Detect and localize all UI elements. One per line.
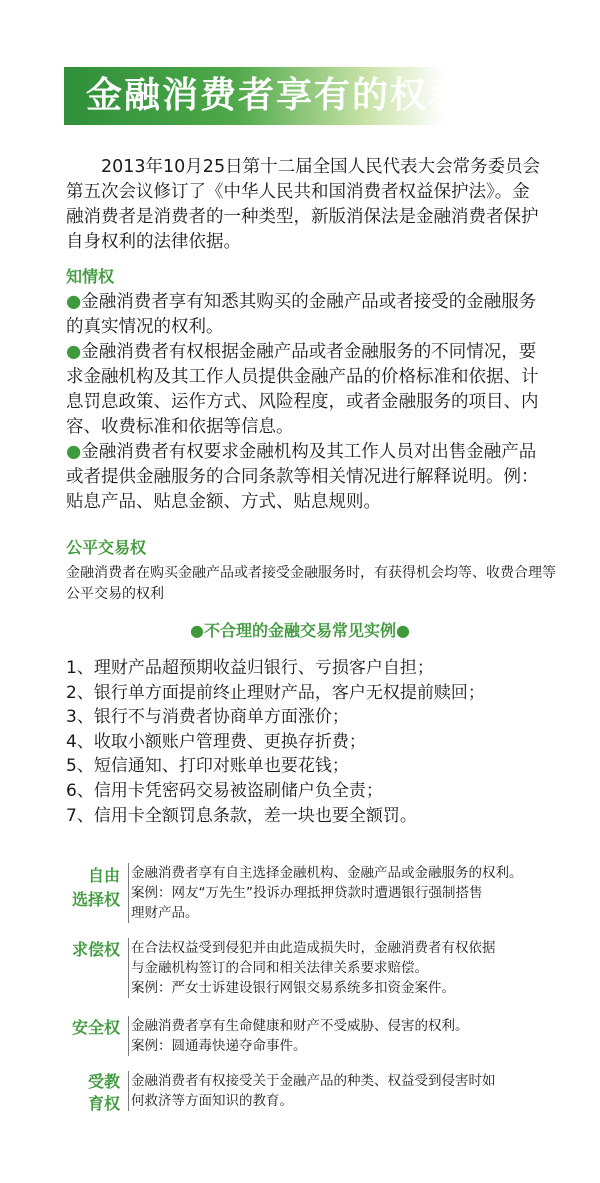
know-right-item: ●金融消费者有权根据金融产品或者金融服务的不同情况，要求金融机构及其工作人员提供金融产品的价格标准和依据、计息罚息政策、运作方式、风险程度，或者金融服务的项目、内容、收费标准和依据等信息。 [66, 342, 539, 437]
right-body-compensation: 在合法权益受到侵犯并由此造成损失时，金融消费者有权依据 与金融机构签订的合同和相关法律关系要求赔偿。 案例：严女士诉建设银行网银交易系统多扣资金案件。 [128, 938, 561, 998]
right-body-safety: 金融消费者享有生命健康和财产不受威胁、侵害的权利。 案例：圆通毒快递夺命事件。 [128, 1016, 561, 1056]
right-body-education: 金融消费者有权接受关于金融产品的种类、权益受到侵害时如 何救济等方面知识的教育。 [128, 1071, 561, 1111]
section-heading-know-right: 知情权 [66, 267, 115, 286]
unfair-examples-heading: ●不合理的金融交易常见实例● [190, 621, 410, 640]
list-item: 2、银行单方面提前终止理财产品，客户无权提前赎回； [66, 682, 485, 703]
bullet-dot-icon: ● [66, 342, 82, 362]
unfair-examples-list [66, 656, 556, 828]
list-item: 3、银行不与消费者协商单方面涨价； [66, 707, 349, 728]
intro-paragraph: 2013年10月25日第十二届全国人民代表大会常务委员会第五次会议修订了《中华人民共和国消费者权益保护法》。金融消费者是消费者的一种类型，新版消保法是金融消费者保护自身权利的法律依据。 [66, 157, 541, 252]
right-body-free-choice: 金融消费者享有自主选择金融机构、金融产品或金融服务的权利。 案例：网友“万先生”投诉办理抵押贷款时遭遇银行强制搭售 理财产品。 [128, 863, 561, 923]
bullet-dot-icon: ● [66, 442, 82, 462]
bullet-dot-icon: ● [66, 292, 82, 312]
fair-trade-text: 金融消费者在购买金融产品或者接受金融服务时，有获得机会均等、收费合理等公平交易的权利 [66, 565, 556, 602]
list-item: 4、收取小额账户管理费、更换存折费； [66, 731, 366, 752]
right-label-compensation: 求偿权 [71, 940, 120, 959]
section-heading-fair-trade: 公平交易权 [66, 538, 147, 557]
page-title: 金融消费者享有的权利 [86, 75, 467, 116]
right-label-free-choice: 自由 选择权 [71, 866, 120, 909]
right-label-safety: 安全权 [71, 1018, 120, 1037]
know-right-item: ●金融消费者有权要求金融机构及其工作人员对出售金融产品或者提供金融服务的合同条款等相关情况进行解释说明。例：贴息产品、贴息金额、方式、贴息规则。 [66, 442, 539, 512]
list-item: 5、短信通知、打印对账单也要花钱； [66, 756, 349, 777]
list-item: 1、理财产品超预期收益归银行、亏损客户自担； [66, 658, 434, 678]
right-label-education: 受教 育权 [87, 1072, 120, 1113]
know-right-item: ●金融消费者享有知悉其购买的金融产品或者接受的金融服务的真实情况的权利。 [66, 292, 537, 337]
list-item: 7、信用卡全额罚息条款，差一块也要全额罚。 [66, 805, 417, 826]
list-item: 6、信用卡凭密码交易被盗刷储户负全责； [66, 780, 383, 801]
